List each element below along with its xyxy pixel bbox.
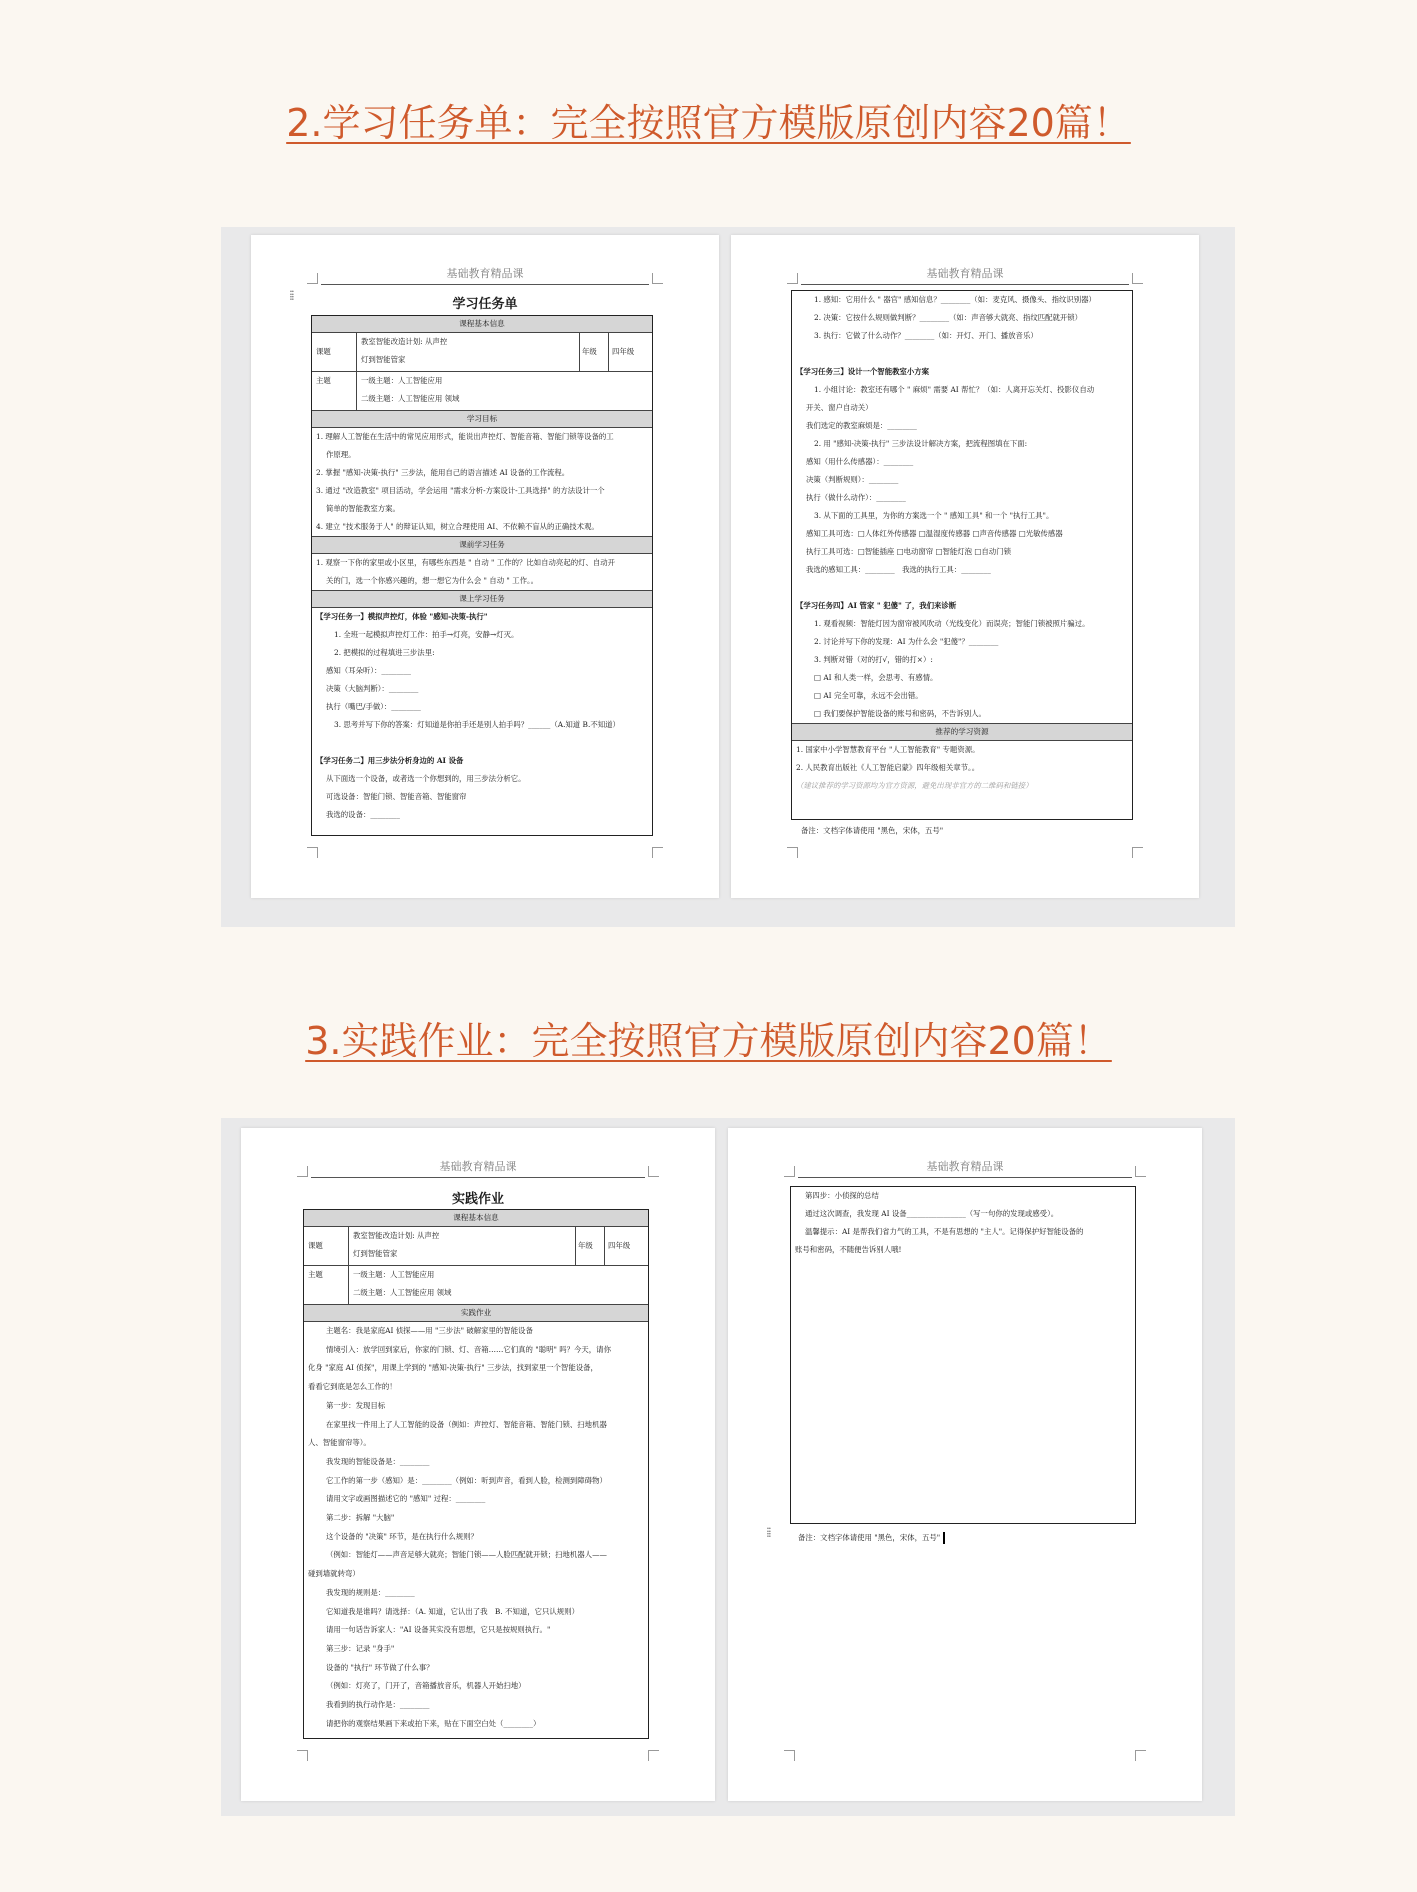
- page-header: 基础教育精品课: [801, 265, 1129, 285]
- text-cursor-icon: [943, 1532, 945, 1544]
- document-page-study-1: [251, 235, 719, 898]
- summary-step: 第四步：小侦探的总结 通过这次调查，我发现 AI 设备________________（写一句你的发现或感受）。 温馨提示：AI 是帮我们省力气的工具，不是有思想的 "主人"。记得保护好智能设备的 账号和密码，不随便告诉别人哦!: [795, 1191, 1084, 1254]
- band-in-class: 课上学习任务: [312, 590, 652, 608]
- band-resources: 推荐的学习资源: [792, 723, 1132, 741]
- font-note: 备注：文档字体请使用 "黑色，宋体，五号": [798, 1532, 945, 1544]
- study-form-table-continued: [791, 290, 1133, 820]
- task-one: 【学习任务一】模拟声控灯，体验 "感知-决策-执行" 1. 全班一起模拟声控灯工作：拍手→灯亮，安静→灯灭。 2. 把模拟的过程填进三步法里: 感知（耳朵听）：________ 决策（大脑判断）：________ 执行（嘴巴/手做）：________ 3. 思考并写下你的答案：灯知道是你拍手还是别人拍手吗？______（A.知道 B.不知道）: [316, 612, 620, 729]
- band-goals: 学习目标: [312, 410, 652, 428]
- page-header: 基础教育精品课: [321, 265, 649, 285]
- pre-class-tasks: 1. 观察一下你的家里或小区里，有哪些东西是 " 自动 " 工作的？比如自动亮起的灯、自动开 关的门，选一个你感兴趣的，想一想它为什么会 " 自动 " 工作。。: [316, 558, 616, 585]
- practice-form-table-continued: [790, 1186, 1136, 1524]
- doc-title: 实践作业: [451, 1192, 504, 1207]
- font-note: 备注：文档字体请使用 "黑色，宋体，五号": [801, 826, 944, 835]
- section-title-study-sheet: 2.学习任务单：完全按照官方模版原创内容20篇！: [286, 101, 1131, 145]
- preview-panel-practice: [221, 1118, 1235, 1816]
- info-row-topic: 课题 教室智能改造计划: 从声控 灯到智能管家 年级 四年级: [312, 333, 652, 372]
- study-form-table: [311, 315, 653, 836]
- goals-list: 1. 理解人工智能在生活中的常见应用形式，能说出声控灯、智能音箱、智能门锁等设备的工 作原理。 2. 掌握 "感知-决策-执行" 三步法，能用自己的语言描述 AI 设备的工作流程。 3. 通过 "改造教室" 项目活动，学会运用 "需求分析-方案设计-工具选择" 的方法设计一个 简单的智能教室方案。 4. 建立 "技术服务于人" 的辩证认知，树立合理使用 AI、不依赖不盲从的正确技术观。: [316, 432, 614, 531]
- task-three: 【学习任务三】设计一个智能教室小方案 1. 小组讨论：教室还有哪个 " 麻烦" 需要 AI 帮忙？（如：人离开忘关灯、投影仪自动 开关、窗户自动关） 我们选定的教室麻烦是：________ 2. 用 "感知-决策-执行" 三步法设计解决方案，把流程图填在下面: 感知（用什么传感器）：________ 决策（判断规则）：________ 执行（做什么动作）：________ 3. 从下面的工具里，为你的方案选一个 " 感知工具" 和一个 "执行工具"。 感知工具可选：□人体红外传感器 □温湿度传感器 □声音传感器 □光敏传感器 执行工具可选：□智能插座 □电动窗帘 □智能灯泡 □自动门锁 我选的感知工具：________ 我选的执行工具：________: [796, 367, 1095, 574]
- info-row-theme: 主题 一级主题：人工智能应用 二级主题：人工智能应用 领域: [304, 1266, 648, 1304]
- doc-title: 学习任务单: [452, 297, 518, 312]
- task-four: 【学习任务四】AI 管家 " 犯傻" 了，我们来诊断 1. 观看视频：智能灯因为窗帘被风吹动（光线变化）而误亮；智能门锁被照片骗过。 2. 讨论并写下你的发现：AI 为什么会 "犯傻"？________ 3. 判断对错（对的打√，错的打×）: □ AI 和人类一样，会思考、有感情。 □ AI 完全可靠，永远不会出错。 □ 我们要保护智能设备的账号和密码，不告诉别人。: [796, 601, 1090, 718]
- band-course-info: 课程基本信息: [304, 1210, 648, 1227]
- band-pre-class: 课前学习任务: [312, 536, 652, 554]
- drag-handle-icon[interactable]: ⁞⁞: [766, 1525, 770, 1541]
- practice-form-table: [303, 1209, 649, 1739]
- page-header: 基础教育精品课: [311, 1158, 645, 1178]
- band-homework: 实践作业: [304, 1304, 648, 1322]
- homework-body: 主题名：我是家庭AI 侦探——用 "三步法" 破解家里的智能设备 情境引入：放学回到家后，你家的门锁、灯、音箱……它们真的 "聪明" 吗？今天，请你 化身 "家庭 AI 侦探"，用课上学到的 "感知-决策-执行" 三步法，找到家里一个智能设备， 看看它到底是怎么工作的！ 第一步：发现目标 在家里找一件用上了人工智能的设备（例如：声控灯、智能音箱、智能门锁、扫地机器 人、智能窗帘等）。 我发现的智能设备是：________ 它工作的第一步（感知）是：________（例如：听到声音，看到人脸，检测到障碍物） 请用文字或画图描述它的 "感知" 过程：________ 第二步：拆解 "大脑" 这个设备的 "决策" 环节，是在执行什么规则？ （例如：智能灯——声音足够大就亮；智能门锁——人脸匹配就开锁；扫地机器人—— 碰到墙就转弯） 我发现的规则是：________ 它知道我是谁吗？请选择：（A. 知道，它认出了我 B. 不知道，它只认规则） 请用一句话告诉家人："AI 设备其实没有思想，它只是按规则执行。" 第三步：记录 "身手" 设备的 "执行" 环节做了什么事？ （例如：灯亮了，门开了，音箱播放音乐，机器人开始扫地） 我看到的执行动作是：________ 请把你的观察结果画下来或拍下来，贴在下面空白处（________）: [308, 1326, 611, 1728]
- document-page-practice-1: [241, 1128, 715, 1801]
- resources-list: 1. 国家中小学智慧教育平台 "人工智能教育" 专题资源。 2. 人民教育出版社《人工智能启蒙》四年级相关章节。。 （建议推荐的学习资源均为官方资源，避免出现非官方的二维码和链接）: [796, 745, 1033, 790]
- info-row-topic: 课题 教室智能改造计划: 从声控 灯到智能管家 年级 四年级: [304, 1227, 648, 1266]
- preview-panel-study-sheet: [221, 227, 1235, 927]
- drag-handle-icon[interactable]: ⁞⁞: [289, 288, 293, 304]
- task-two-steps: 1. 感知：它用什么 " 器官" 感知信息？________（如：麦克风、摄像头、指纹识别器） 2. 决策：它按什么规则做判断？________（如：声音够大就亮、指纹匹配就开锁） 3. 执行：它做了什么动作？________（如：开灯、开门、播放音乐）: [814, 295, 1096, 340]
- info-row-theme: 主题 一级主题：人工智能应用 二级主题：人工智能应用 领域: [312, 372, 652, 410]
- section-title-practice: 3.实践作业：完全按照官方模版原创内容20篇！: [305, 1019, 1112, 1063]
- document-page-practice-2: [728, 1128, 1202, 1801]
- band-course-info: 课程基本信息: [312, 316, 652, 333]
- document-page-study-2: [731, 235, 1199, 898]
- page-header: 基础教育精品课: [798, 1158, 1132, 1178]
- task-two: 【学习任务二】用三步法分析身边的 AI 设备 从下面选一个设备，或者选一个你想到的，用三步法分析它。 可选设备：智能门锁、智能音箱、智能窗帘 我选的设备：________: [316, 756, 526, 819]
